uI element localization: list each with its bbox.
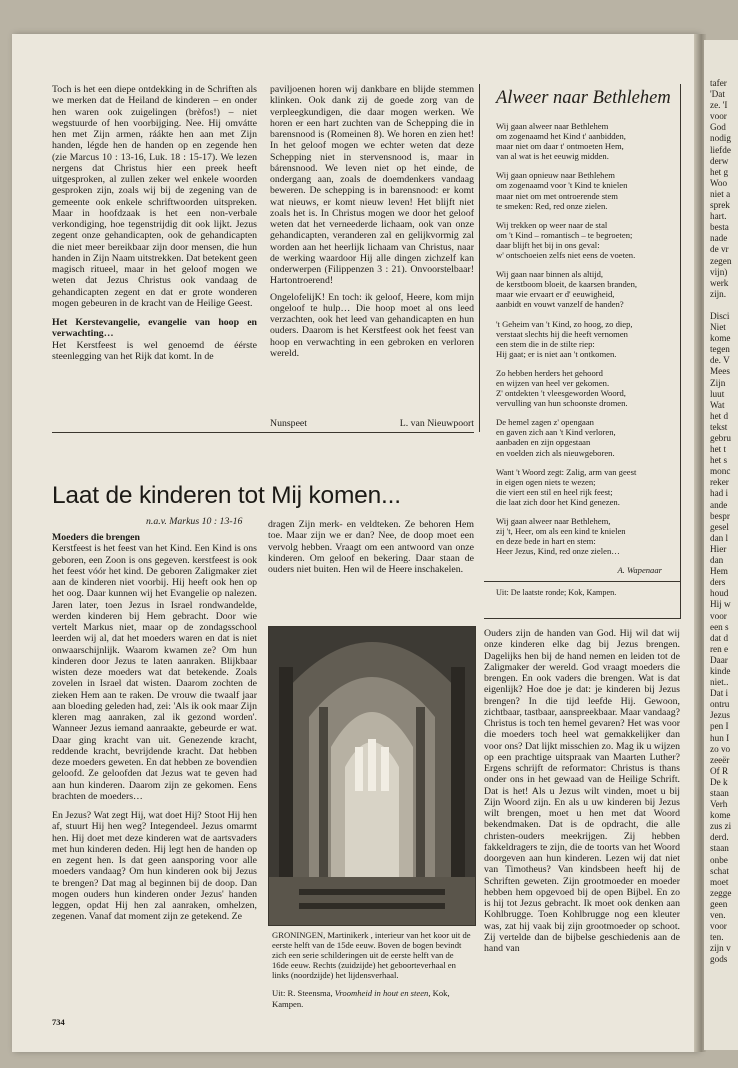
top-paragraph: Toch is het een diepe ontdekking in de Schriften als we merken dat de Heiland de kinderen – en onder hen waren ook zuigelingen (brèfos!) – niet wegstuurde of hen voorbijging. Nee. Hij omvátte hen met Zijn armen, ráákte hen aan met Zijn handen, légde hen de handen op en zegende hen (zie Marcus 10 : 13-16, Luk. 18 : 15-17). We lezen nergens dat Christus hier een preek heeft uitgesproken, al zullen zeker wel enkele woorden gesproken zijn, zoals wij bij de zegening van de gemeente ook enkele schriftwoorden uitspreken. Maar in hoofdzaak is het een non-verbale verkondiging, hoe tegenstrijdig dit ook lijkt. Jezus zegent onze gehandicapten, ook de gehandicapten die niet meer bereikbaar zijn door mensen, die hun handen in Zijn Naam uitstrekken. Dat betekent geen magisch ritueel, maar in het geloof mogen we weten dat Jezus Christus ook vandaag de gehandicapten zegent en dat er grote wonderen mogen gebeuren in de kracht van de Heilige Geest. — [52, 84, 257, 309]
article-subhead: Moeders die brengen — [52, 532, 140, 543]
article-column-1 — [52, 532, 257, 928]
article-byline: n.a.v. Markus 10 : 13-16 — [146, 516, 243, 527]
article-paragraph: Ouders zijn de handen van God. Hij wil dat wij onze kinderen elke dag bij Jezus brengen. Dagelijks hen bij de hand nemen en leiden tot de Zaligmaker der wereld. God vraagt moeders die brengen. En ook vaders die brengen. Wat is dat eigenlijk? Hoe doe je dat: je kinderen bij Jezus brengen? In die tijd leefde Hij. Gewoon, zichtbaar, tastbaar, aanspreekbaar. Maar vandaag? Christus is toch ten hemel gevaren? Het was voor die moeders toch heel wat gemakkelijker dan voor ons? Dat lijkt misschien zo. Mag ik u wijzen op een prachtige uitspraak van Maarten Luther? Ergens schrijft de reformator: Christus is thans onder ons in het gewaad van de Heilige Schrift. Dat is het! Als u Jezus wilt vinden, moet u bij Zijn Woord zijn. En als u uw kinderen bij Jezus wilt brengen, moet u hen met dat Woord bekendmaken. Dat is de opdracht, die alle christen-ouders meekrijgen. Zij hebben fakkeldragers te zijn, die de toorts van het Woord doorgeven aan hun kinderen. Lezen wij dat niet van Timotheus? Van kindsbeen heeft hij de Schriften geweten. Zijn grootmoeder en moeder hebben hem opgevoed bij de open Bijbel. En zo is hij tot Jezus gebracht. Ik moet ook denken aan Kohlbrugge. Toen Kohlbrugge nog een kleuter was, zat hij vaak bij zijn grootmoeder op schoot. Zij vertelde dan de bijbelse geschiedenis aan de hand van — [484, 628, 680, 954]
signature-author: L. van Nieuwpoort — [399, 418, 474, 429]
poem-author: A. Wapenaar — [617, 565, 662, 576]
top-paragraph: paviljoenen horen wij dankbare en blijde stemmen klinken. Ook dank zij de goede zorg van de verpleegkundigen, die daar mogen werken. We horen er een hart zuchten van de Schepping die in barensnood is (Romeinen 8). We horen en zien het! In het geloof mogen we echter weten dat deze Schepping niet in stervensnood is, maar in bárensnood. We leven niet op het einde, de ondergang aan, zoals de doemdenkers vandaag beweren. De schepping is in barensnood: er komt wat nieuws, er komt nieuw leven! Het blijft niet zoals het is. In Christus mogen we door het geloof weten dat het verneederde lichaam, ook van onze gehandicapten, veranderen zal en gelijkvormig zal worden aan het heerlijk lichaam van Christus, naar de werking waardoor Hij alle dingen zichzelf kan onderwerpen (Filippenzen 3 : 21). Onvoorstelbaar! Hartontroerend! — [270, 84, 474, 287]
section-divider — [52, 432, 474, 433]
page-number: 734 — [52, 1017, 65, 1027]
credit-suffix: , Kok, Kampen. — [272, 988, 450, 1009]
next-page-text: tafer 'Dat ze. 'I voor God nodig liefde derw het g Woo niet a sprek hart. besta nade de vr zegen vijn) werk zijn. Disci Niet kome tegen de. V Mees Zijn luut Wat het d tekst gebru het t het s monc reker had i ande bespr gesel dan l Hier dan Hem ders houd Hij w voor een s dat d ren e Daar kinde niet.. Dat i ontru Jezus pen I hun I zo vo zeeër Of R De k staan Verh kome zus zi derd. staan onbe schat moet zegge geen ven. voor ten. zijn v gods — [710, 78, 732, 965]
caption-credit — [272, 988, 472, 1008]
poem-stanza: Wij gaan naar binnen als altijd, de kerstboom bloeit, de kaarsen branden, maar wie ervaart er d' eeuwigheid, aanbidt en vouwt vanzelf de handen? — [496, 269, 638, 310]
photo-caption — [272, 930, 472, 1017]
article-paragraph: dragen Zijn merk- en veldteken. Ze behoren Hem toe. Maar zijn we er dan? Nee, de doop moet een vervolg hebben. Vraagt om een antwoord van onze kinderen. Om geloof en bekering. Daar staan de ouders niet buiten. Hen wil de Heere inschakelen. — [268, 519, 474, 575]
column-divider — [479, 84, 480, 432]
top-paragraph: Het Kerstfeest is wel genoemd de éérste steenlegging van het Rijk dat komt. In de — [52, 339, 257, 362]
signature-place: Nunspeet — [270, 418, 308, 429]
poem-source: Uit: De laatste ronde; Kok, Kampen. — [496, 588, 617, 598]
article-paragraph: Kerstfeest is het feest van het Kind. Een Kind is ons geboren, een Zoon is ons gegeven. kerstfeest is ook het feest vóór het kind. De geboren Zaligmaker ziet aan de kinderen niet voorbij. Hij heeft ook hen op het oog. Daar kunnen wij het Evangelie op nalezen. Jaren later, toen Jezus in Israel rondwandelde, werden kinderen bij Hem gebracht. Door wie vertelt Markus niet, maar op de zondagsschool leerden wij al, dat het moeders waren en dat is niet onwaarschijnlijk. Waarom kwamen ze? Om hun kinderen door Jezus te laten aanraken. Blijkbaar wisten deze moeders wat dat betekende. Zoals zovelen in Israel dat wisten. Daarom zochten de zieken Hem aan te raken. De vrouw die twaalf jaar aan bloeding geleden had, zei: 'Als ik ook maar Zijn kleren mag aanraken, zal ik gezond worden'. Wanneer Jezus iemand aanraakte, gebeurde er wat. Daar ging kracht van uit. Genezende kracht, reddende kracht, bevrijdende kracht. Dat hebben deze moeders geweten. En dat hebben ze bovendien geloofd. Ze geloofden dat Jezus wat te geven had aan hun kinderen. Daarom zijn ze gekomen. Eens brachten de moeders… — [52, 543, 257, 802]
section-subhead: Het Kerstevangelie, evangelie van hoop en verwachting… — [52, 317, 257, 340]
poem-stanza: Wij gaan alweer naar Bethlehem, zij 't, Heer, om als een kind te knielen en deze bede in hart en stem: Heer Jezus, Kind, red onze zielen… — [496, 516, 626, 557]
poem-stanza: Zo hebben herders het gehoord en wijzen van heel ver gekomen. Z' ontdekten 't vleesgeworden Woord, vervulling van hun schoonste dromen. — [496, 367, 628, 409]
top-paragraph: OngelofelijK! En toch: ik geloof, Heere, kom mijn ongeloof te hulp… Die hoop moet al ons leed verzachten, ook het leed van gehandicapten en hun ouders. Daarom is het Kerstfeest ook het feest van hoop en verwachting in een gebroken en verloren wereld. — [270, 291, 474, 359]
poem-title: Alweer naar Bethlehem — [496, 88, 671, 108]
poem-stanza: Wij gaan opnieuw naar Bethlehem om zogenaamd voor 't Kind te knielen maar niet om met ontroerende stem te smeken: Red, red onze zielen. — [496, 170, 628, 211]
credit-prefix: Uit: R. Steensma, — [272, 988, 335, 999]
top-column-2 — [270, 84, 474, 364]
signature-line — [270, 418, 474, 429]
poem-stanza: De hemel zagen z' opengaan en gaven zich aan 't Kind verloren, aanbaden en zijn opgestaan en voelden zich als nieuwgeboren. — [496, 417, 616, 458]
article-paragraph: En Jezus? Wat zegt Hij, wat doet Hij? Stoot Hij hen af, stuurt Hij hen weg? Integendeel. Jezus omarmt hen. Hij doet met deze kinderen wat de aartsvaders met hun kinderen deden. Hij legt hen de handen op en zegent hen. Is dat geen aansporing voor alle moeders vandaag? Om hun kinderen ook bij Jezus te brengen? Dat mag al beginnen bij de doop. Dan mogen ouders hun kinderen onder Jezus' handen leggen, opdat Hij hen zal aanraken, omhelzen, zegenen. Vanaf dat moment zijn ze getekend. Ze — [52, 810, 257, 923]
article-column-3 — [484, 628, 680, 959]
poem-stanza: Want 't Woord zegt: Zalig, arm van geest in eigen ogen niets te wezen; die viert een stil en heel rijk feest; die laat zich door het Kind genezen. — [496, 466, 637, 507]
top-column-1 — [52, 84, 257, 367]
credit-title: Vroomheid in hout en steen — [334, 988, 429, 999]
poem-body — [496, 121, 670, 556]
poem-stanza: 't Geheim van 't Kind, zo hoog, zo diep, verstaat slechts hij die heeft vernomen een stem die in de stilte riep: Hij gaat; er is niet aan 't ontkomen. — [496, 318, 633, 359]
poem-stanza: Wij trekken op weer naar de stal om 't Kind – romantisch – te begroeten; daar blijft het bij in ons geval: w' ontschoeien zelfs niet eens de voeten. — [496, 219, 636, 261]
poem-stanza: Wij gaan alweer naar Bethlehem om zogenaamd het Kind t' aanbidden, maar niet om daar t' ontmoeten Hem, van al wat is het eeuwig midden. — [496, 121, 626, 162]
article-headline: Laat de kinderen tot Mij komen... — [52, 482, 401, 509]
poem-box — [484, 84, 681, 619]
poem-source-rule — [484, 581, 680, 582]
church-interior-image — [269, 627, 475, 925]
next-page-strip — [704, 40, 738, 1050]
caption-text: GRONINGEN, Martinikerk , interieur van het koor uit de eerste helft van de 15de eeuw. Boven de bogen bevindt zich een serie schilderingen uit de eerste helft van de 16de eeuw. Rechts (zuidzijde) het geboorteverhaal en links (noordzijde) het lijdensverhaal. — [272, 930, 471, 981]
article-column-2 — [268, 519, 474, 580]
church-interior-photo — [268, 626, 476, 926]
